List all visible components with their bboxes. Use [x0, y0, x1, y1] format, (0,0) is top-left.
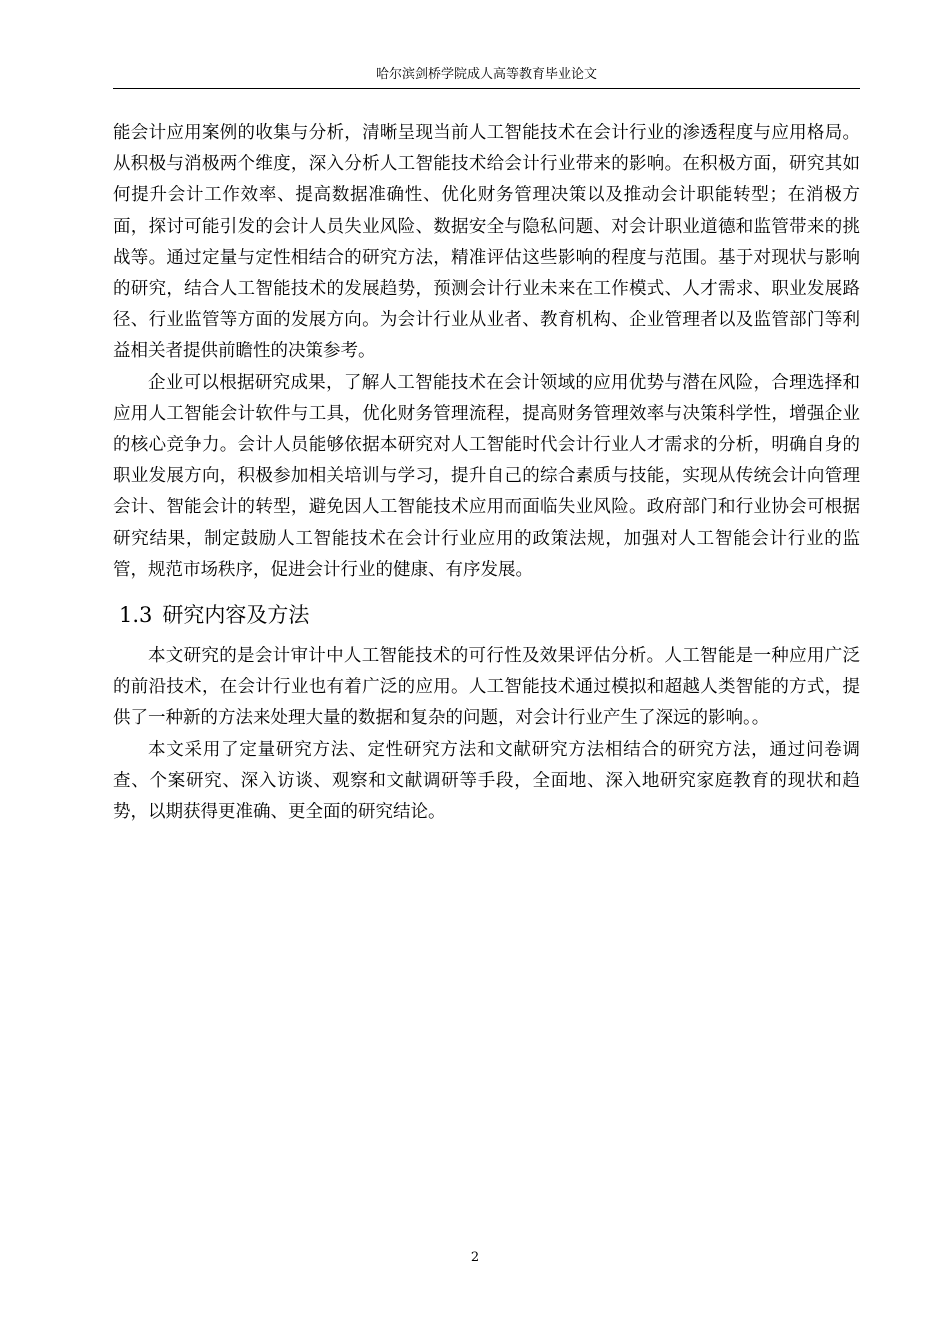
section-number: 1.3	[119, 603, 153, 628]
section-heading	[113, 592, 860, 638]
page-header	[113, 62, 860, 89]
paragraph-continuation: 能会计应用案例的收集与分析，清晰呈现当前人工智能技术在会计行业的渗透程度与应用格局。 从积极与消极两个维度，深入分析人工智能技术给会计行业带来的影响。在积极方面，研究其如何提升会计工作效率、提高数据准确性、优化财务管理决策以及推动会计职能转型；在消极方面，探讨可能引发的会计人员失业风险、数据安全与隐私问题、对会计职业道德和监管带来的挑战等。通过定量与定性相结合的研究方法，精准评估这些影响的程度与范围。基于对现状与影响的研究，结合人工智能技术的发展趋势，预测会计行业未来在工作模式、人才需求、职业发展路径、行业监管等方面的发展方向。为会计行业从业者、教育机构、企业管理者以及监管部门等利益相关者提供前瞻性的决策参考。	[113, 123, 860, 362]
paragraph-significance: 企业可以根据研究成果，了解人工智能技术在会计领域的应用优势与潜在风险，合理选择和应用人工智能会计软件与工具，优化财务管理流程，提高财务管理效率与决策科学性，增强企业的核心竞争力。会计人员能够依据本研究对人工智能时代会计行业人才需求的分析，明确自身的职业发展方向，积极参加相关培训与学习，提升自己的综合素质与技能，实现从传统会计向管理会计、智能会计的转型，避免因人工智能技术应用而面临失业风险。政府部门和行业协会可根据研究结果，制定鼓励人工智能技术在会计行业应用的政策法规，加强对人工智能会计行业的监管，规范市场秩序，促进会计行业的健康、有序发展。	[113, 372, 860, 580]
document-body	[113, 118, 860, 828]
page-number: 2	[470, 1250, 480, 1265]
section-paragraph-method: 本文采用了定量研究方法、定性研究方法和文献研究方法相结合的研究方法，通过问卷调查、个案研究、深入访谈、观察和文献调研等手段，全面地、深入地研究家庭教育的现状和趋势，以期获得更准确、更全面的研究结论。	[113, 739, 860, 823]
section-title: 研究内容及方法	[162, 603, 310, 628]
header-title: 哈尔滨剑桥学院成人高等教育毕业论文	[375, 67, 597, 82]
section-paragraph-content: 本文研究的是会计审计中人工智能技术的可行性及效果评估分析。人工智能是一种应用广泛的前沿技术，在会计行业也有着广泛的应用。人工智能技术通过模拟和超越人类智能的方式，提供了一种新的方法来处理大量的数据和复杂的问题，对会计行业产生了深远的影响。。	[113, 646, 860, 729]
